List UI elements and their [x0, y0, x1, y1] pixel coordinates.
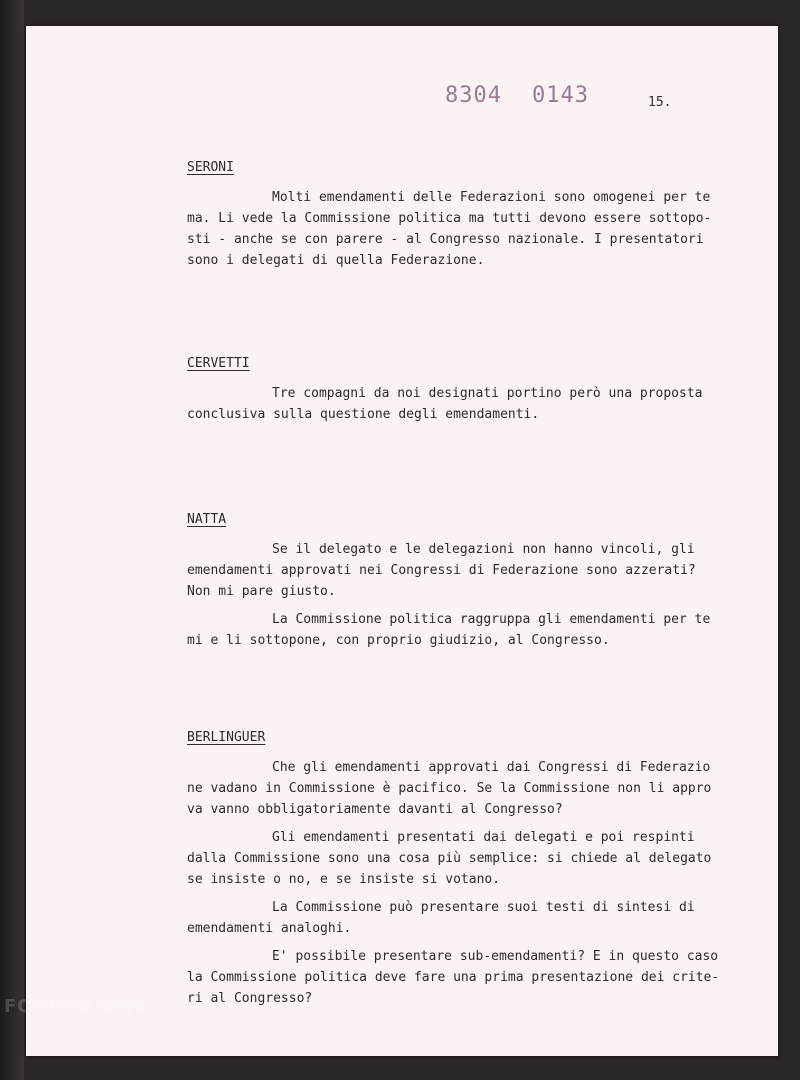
- paragraph: Se il delegato e le delegazioni non hanno vincoli, gli emendamenti approvati nei Congressi di Federazione sono azzerati? Non mi pare giusto.: [187, 542, 696, 599]
- speaker-name: NATTA: [187, 512, 227, 527]
- archive-stamp-right: 0143: [531, 83, 589, 108]
- speaker-name: BERLINGUER: [187, 730, 266, 745]
- section-natta: [187, 512, 727, 658]
- paragraph: Che gli emendamenti approvati dai Congressi di Federazio ne vadano in Commissione è pacifico. Se la Commissione non li appro va vanno obbligatoriamente davanti al Congresso?: [187, 760, 712, 817]
- paragraph: La Commissione può presentare suoi testi di sintesi di emendamenti analoghi.: [187, 900, 695, 936]
- watermark-subtext: GRAMSCI: [70, 1020, 126, 1034]
- section-seroni: [187, 160, 727, 278]
- paragraph: Gli emendamenti presentati dai delegati e poi respinti dalla Commissione sono una cosa più semplice: si chiede al delegato se insiste o no, e se insiste si votano.: [187, 830, 712, 887]
- paragraph: E' possibile presentare sub-emendamenti? E in questo caso la Commissione politica deve fare una prima presentazione dei crite- ri al Congresso?: [187, 949, 720, 1006]
- section-berlinguer: [187, 730, 727, 1016]
- paragraph: Molti emendamenti delle Federazioni sono omogenei per te ma. Li vede la Commissione politica ma tutti devono essere sottopo- sti - anche se con parere - al Congresso nazionale. I presentatori sono i delegati di quella Federazione.: [187, 190, 712, 268]
- speaker-name: CERVETTI: [187, 356, 250, 371]
- archive-stamp-left: 8304: [445, 83, 502, 108]
- page-number: 15.: [648, 95, 672, 110]
- paragraph: Tre compagni da noi designati portino però una proposta conclusiva sulla questione degli emendamenti.: [187, 386, 703, 422]
- archive-stamp: [445, 83, 589, 108]
- watermark-logo: FONDAZIONE: [4, 996, 148, 1017]
- section-cervetti: [187, 356, 727, 432]
- scan-binding-shadow: [0, 0, 24, 1080]
- paragraph: La Commissione politica raggruppa gli emendamenti per te mi e li sottopone, con proprio giudizio, al Congresso.: [187, 612, 711, 648]
- speaker-name: SERONI: [187, 160, 234, 175]
